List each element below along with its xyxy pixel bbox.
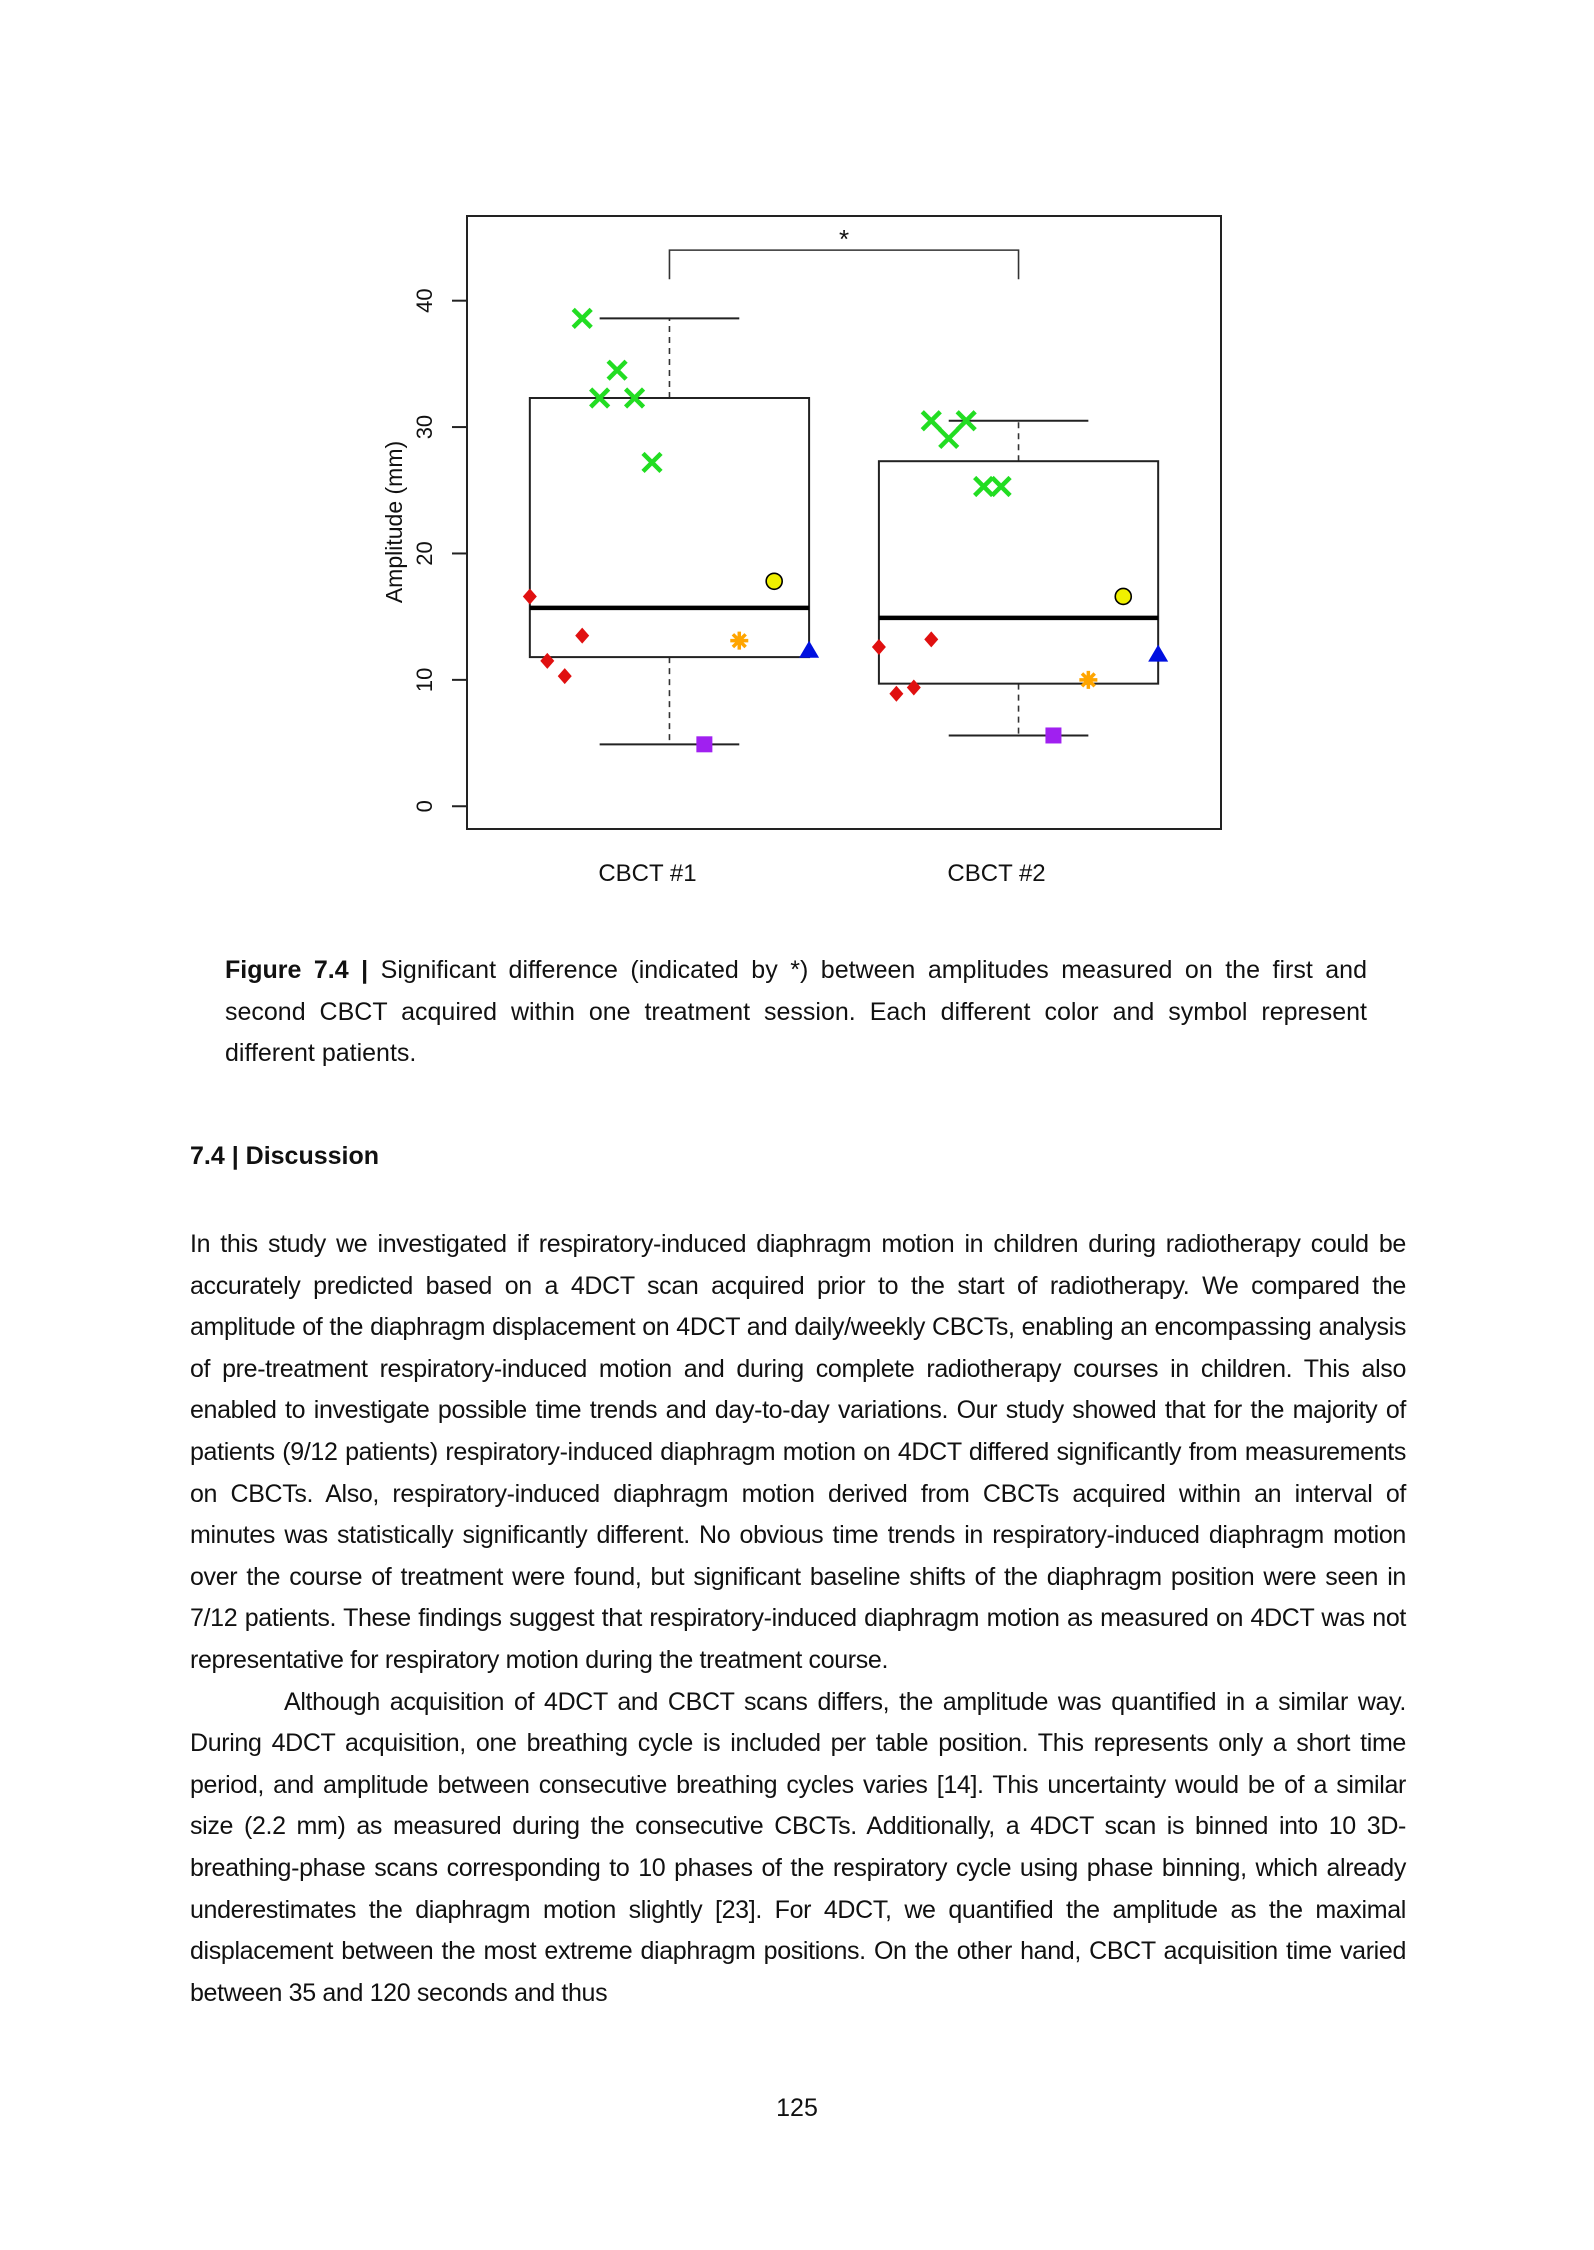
paragraph: In this study we investigated if respiratory-induced diaphragm motion in children during radiotherapy could be accurately predicted based on a 4DCT scan acquired prior to the start of radiotherapy. We compared the amplitude of the diaphragm displacement on 4DCT and daily/weekly CBCTs, enabling an encompassing analysis of pre-treatment respiratory-induced motion and during complete radiotherapy courses in children. This also enabled to investigate possible time trends and day-to-day variations. Our study showed that for the majority of patients (9/12 patients) respiratory-induced diaphragm motion on 4DCT differed significantly from measurements on CBCTs. Also, respiratory-induced diaphragm motion derived from CBCTs acquired within an interval of minutes was statistically significantly different. No obvious time trends in respiratory-induced diaphragm motion over the course of treatment were found, but significant baseline shifts of the diaphragm position were seen in 7/12 patients. These findings suggest that respiratory-induced diaphragm motion as measured on 4DCT was not representative for respiratory motion during the treatment course. (190, 1230, 1406, 1674)
y-tick-label: 30 (412, 414, 437, 440)
patient-point-triangle (1148, 645, 1168, 662)
box-1 (530, 318, 809, 744)
body-text (190, 1224, 1406, 2014)
plot-frame (467, 216, 1221, 829)
patient-point-diamond (575, 628, 589, 644)
patient-point-x (573, 309, 591, 327)
paragraph: Although acquisition of 4DCT and CBCT scans differs, the amplitude was quantified in a similar way. During 4DCT acquisition, one breathing cycle is included per table position. This represents only a short time period, and amplitude between consecutive breathing cycles varies [14]. This uncertainty would be of a similar size (2.2 mm) as measured during the consecutive CBCTs. Additionally, a 4DCT scan is binned into 10 3D-breathing-phase scans corresponding to 10 phases of the respiratory cycle using phase binning, which already underestimates the diaphragm motion slightly [23]. For 4DCT, we quantified the amplitude as the maximal displacement between the most extreme diaphragm positions. On the other hand, CBCT acquisition time varied between 35 and 120 seconds and thus (190, 1687, 1406, 2007)
figure-caption (225, 950, 1367, 1075)
patient-point-diamond (872, 639, 886, 655)
patient-point-square (1045, 727, 1061, 743)
x-category-label: CBCT #1 (598, 860, 697, 887)
iqr-box (530, 398, 809, 657)
patient-point-x (940, 429, 958, 447)
patient-point-asterisk (730, 632, 748, 650)
patient-point-x (643, 453, 661, 471)
caption-label: Figure 7.4 | (225, 956, 369, 984)
section-heading: 7.4 | Discussion (190, 1142, 380, 1170)
patient-point-triangle (799, 641, 819, 658)
box-2 (879, 421, 1158, 736)
patient-point-diamond (540, 653, 554, 669)
patient-point-diamond (924, 631, 938, 647)
patient-point-x (608, 361, 626, 379)
patient-point-x (922, 412, 940, 430)
patient-point-x (992, 477, 1010, 495)
iqr-box (879, 461, 1158, 683)
page-number: 125 (776, 2094, 818, 2122)
patient-point-square (696, 736, 712, 752)
y-tick-label: 40 (412, 288, 437, 313)
significance-label: * (838, 224, 850, 255)
patient-point-circle (766, 573, 782, 589)
x-category-label: CBCT #2 (947, 860, 1046, 887)
patient-point-asterisk (1079, 671, 1097, 689)
patient-point-diamond (907, 679, 921, 695)
patient-point-diamond (523, 588, 537, 604)
y-tick-label: 20 (412, 541, 437, 566)
patient-point-x (975, 477, 993, 495)
caption-text: Significant difference (indicated by *) between amplitudes measured on the first and second CBCT acquired within one treatment session. Each different color and symbol represent different patients. (225, 956, 1367, 1068)
significance-bracket (669, 250, 1018, 279)
y-axis-label: Amplitude (mm) (381, 440, 407, 604)
y-tick-label: 0 (412, 800, 437, 813)
amplitude-boxplot (0, 0, 1594, 920)
patient-point-diamond (558, 668, 572, 684)
y-tick-label: 10 (412, 667, 437, 693)
patient-point-diamond (889, 686, 903, 702)
patient-point-circle (1115, 588, 1131, 604)
